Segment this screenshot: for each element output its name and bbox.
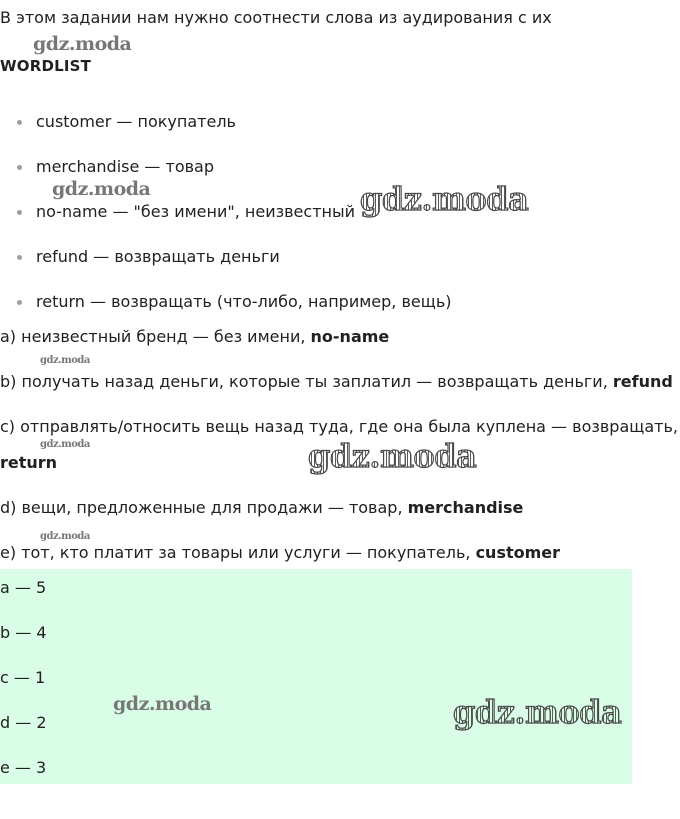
task-b: b) получать назад деньги, которые ты заплатил — возвращать деньги, refund <box>0 372 673 391</box>
task-e: e) тот, кто платит за товары или услуги — покупатель, customer <box>0 543 561 562</box>
task-answer-word: customer <box>475 543 561 562</box>
bullet-icon <box>17 300 22 305</box>
wordlist: customer — покупатель merchandise — товар no-name — "без имени", неизвестный refund — возвращать деньги return — возвращать (что-либо, например, вещь) <box>0 0 680 819</box>
watermark: gdz.moda <box>113 693 212 715</box>
watermark: gdz.moda <box>40 531 90 542</box>
bullet-icon <box>17 120 22 125</box>
task-c-answer <box>0 453 57 472</box>
bullet-icon <box>17 210 22 215</box>
watermark: gdz.moda <box>453 693 622 731</box>
intro-text: В этом задании нам нужно соотнести слова из аудирования с их <box>0 8 552 27</box>
task-answer-word: no-name <box>310 327 390 346</box>
watermark: gdz.moda <box>360 180 529 218</box>
watermark: gdz.moda <box>40 439 90 450</box>
answer-item: b — 4 <box>0 623 47 642</box>
answer-item: e — 3 <box>0 758 47 777</box>
task-c: c) отправлять/относить вещь назад туда, где она была куплена — возвращать, <box>0 417 678 436</box>
watermark: gdz.moda <box>40 355 90 366</box>
task-d: d) вещи, предложенные для продажи — товар, merchandise <box>0 498 524 517</box>
answer-item: d — 2 <box>0 713 47 732</box>
watermark: gdz.moda <box>308 437 477 475</box>
watermark: gdz.moda <box>33 33 132 55</box>
task-answer-word: return <box>0 453 58 472</box>
answer-item: c — 1 <box>0 668 46 687</box>
bullet-icon <box>17 255 22 260</box>
task-answer-word: refund <box>612 372 673 391</box>
answer-item: a — 5 <box>0 578 47 597</box>
answers-box <box>0 569 632 784</box>
watermark: gdz.moda <box>52 178 151 200</box>
task-a: a) неизвестный бренд — без имени, no-name <box>0 327 390 346</box>
wordlist-heading: WORDLIST <box>0 57 92 75</box>
bullet-icon <box>17 165 22 170</box>
task-answer-word: merchandise <box>407 498 524 517</box>
